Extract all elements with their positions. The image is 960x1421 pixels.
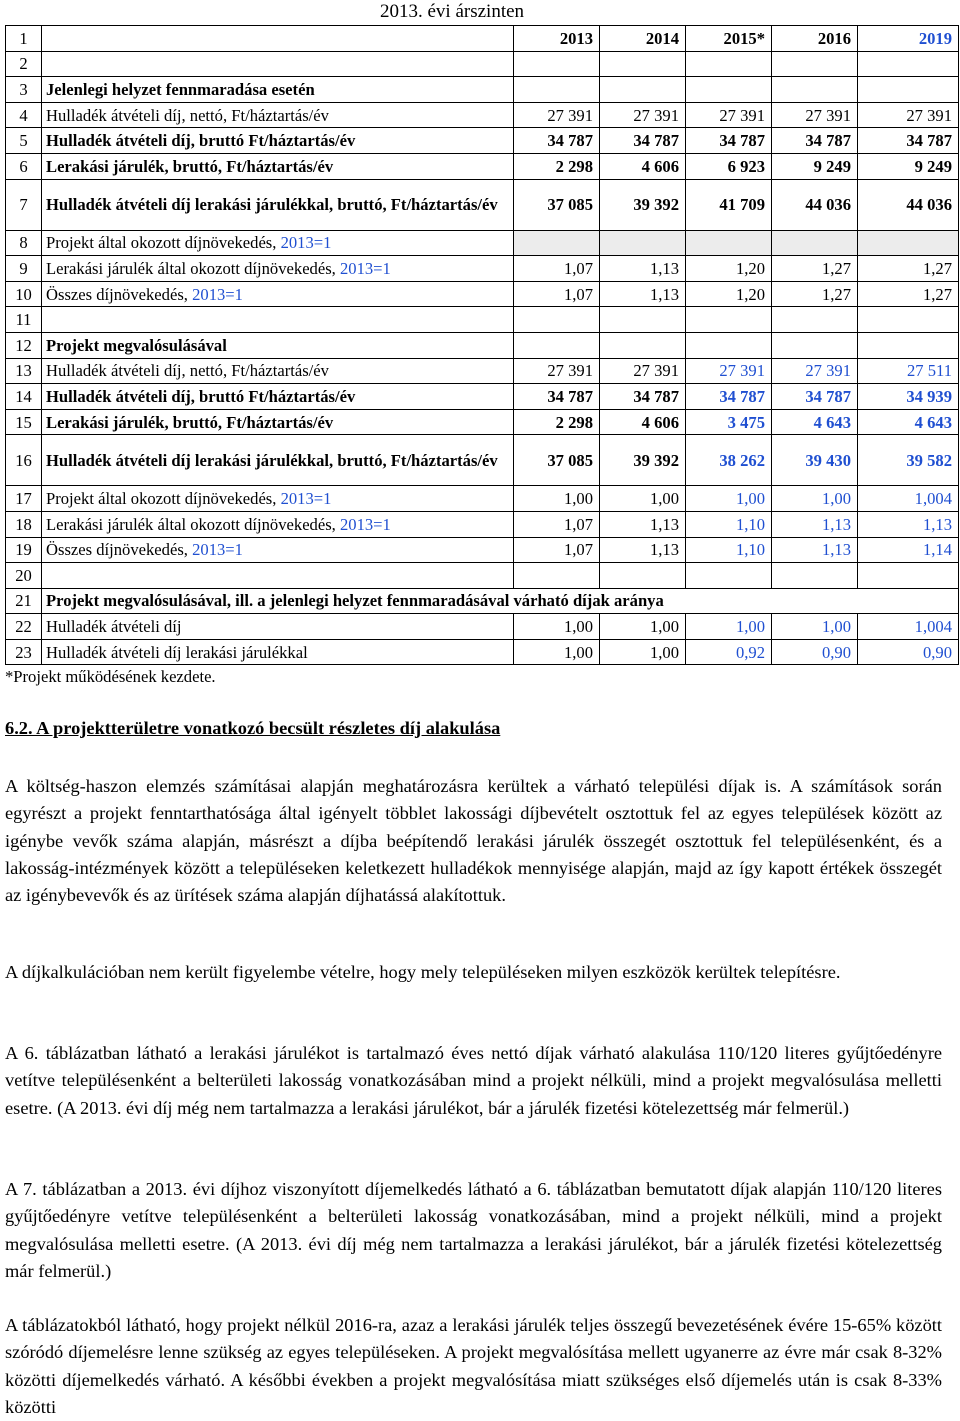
value-cell bbox=[858, 230, 959, 256]
value-cell: 27 391 bbox=[772, 102, 858, 128]
value-cell: 1,00 bbox=[772, 486, 858, 512]
value-cell: 39 392 bbox=[600, 179, 686, 230]
value-cell bbox=[772, 332, 858, 358]
table-row bbox=[6, 102, 959, 128]
value-cell bbox=[686, 230, 772, 256]
row-number: 12 bbox=[6, 332, 42, 358]
row-label-text: Hulladék átvételi díj lerakási járulékkal, bruttó, Ft/háztartás/év bbox=[46, 450, 498, 470]
table-row bbox=[6, 153, 959, 179]
value-cell bbox=[686, 332, 772, 358]
value-cell: 1,14 bbox=[858, 537, 959, 563]
value-cell: 1,07 bbox=[514, 537, 600, 563]
value-cell: 4 643 bbox=[858, 409, 959, 435]
row-number: 3 bbox=[6, 77, 42, 103]
row-label bbox=[42, 435, 514, 486]
value-cell: 1,00 bbox=[772, 614, 858, 640]
value-cell: 34 787 bbox=[600, 384, 686, 410]
value-cell: 1,13 bbox=[772, 511, 858, 537]
value-cell: 34 787 bbox=[514, 384, 600, 410]
value-cell bbox=[514, 563, 600, 589]
row-label bbox=[42, 307, 514, 333]
row-number: 18 bbox=[6, 511, 42, 537]
row-number: 23 bbox=[6, 639, 42, 665]
row-label bbox=[42, 77, 514, 103]
value-cell: 1,27 bbox=[772, 281, 858, 307]
row-label-text: Hulladék átvételi díj lerakási járulékkal bbox=[46, 642, 308, 662]
value-cell: 3 475 bbox=[686, 409, 772, 435]
value-cell bbox=[514, 51, 600, 77]
row-label bbox=[42, 384, 514, 410]
value-cell: 1,13 bbox=[600, 511, 686, 537]
value-cell: 27 391 bbox=[600, 358, 686, 384]
value-cell: 1,004 bbox=[858, 486, 959, 512]
value-cell bbox=[772, 230, 858, 256]
row-label bbox=[42, 256, 514, 282]
value-cell bbox=[600, 230, 686, 256]
value-cell: 34 787 bbox=[686, 384, 772, 410]
value-cell: 34 939 bbox=[858, 384, 959, 410]
table-row bbox=[6, 588, 959, 614]
row-label bbox=[42, 230, 514, 256]
value-cell: 1,00 bbox=[514, 639, 600, 665]
row-number: 20 bbox=[6, 563, 42, 589]
row-number: 2 bbox=[6, 51, 42, 77]
table-row bbox=[6, 358, 959, 384]
row-number: 9 bbox=[6, 256, 42, 282]
row-number: 11 bbox=[6, 307, 42, 333]
row-number: 1 bbox=[6, 26, 42, 52]
table-row bbox=[6, 563, 959, 589]
row-label bbox=[42, 511, 514, 537]
value-cell: 4 606 bbox=[600, 409, 686, 435]
value-cell: 27 511 bbox=[858, 358, 959, 384]
row-label-text: Hulladék átvételi díj, bruttó Ft/háztartás/év bbox=[46, 386, 356, 406]
row-number: 4 bbox=[6, 102, 42, 128]
value-cell: 0,92 bbox=[686, 639, 772, 665]
table-header-row bbox=[6, 26, 959, 52]
value-cell: 44 036 bbox=[858, 179, 959, 230]
value-cell bbox=[600, 563, 686, 589]
value-cell bbox=[600, 307, 686, 333]
value-cell: 39 430 bbox=[772, 435, 858, 486]
row-label-text: Lerakási járulék által okozott díjnövekedés, bbox=[46, 514, 340, 534]
fee-table bbox=[5, 25, 959, 665]
row-label-text: Projekt megvalósulásával bbox=[46, 335, 227, 355]
table-row bbox=[6, 537, 959, 563]
value-cell: 1,13 bbox=[772, 537, 858, 563]
body-paragraph: A 6. táblázatban látható a lerakási járulékot is tartalmazó éves nettó díjak várható alakulása 110/120 literes gyűjtőedényre vetítve településenként a belterületi lakosság vonatkozásában mind a projekt nélküli, mind a projekt megvalósulása melletti esetre. (A 2013. évi díj még nem tartalmazza a lerakási járulékot, bár a járulék fizetési kötelezettség már felmerül.) bbox=[5, 1043, 942, 1118]
value-cell: 6 923 bbox=[686, 153, 772, 179]
value-cell: 1,10 bbox=[686, 537, 772, 563]
row-label bbox=[42, 563, 514, 589]
value-cell bbox=[772, 51, 858, 77]
row-label-text: Hulladék átvételi díj bbox=[46, 617, 182, 637]
value-cell: 34 787 bbox=[686, 128, 772, 154]
body-paragraph: A 7. táblázatban a 2013. évi díjhoz viszonyított díjemelkedés látható a 6. táblázatban bemutatott díjak alapján 110/120 literes gyűjtőedényre vetítve településenként a belterületi lakosság vonatkozásában, mind a projekt nélküli, mind a projekt megvalósulása melletti esetre. (A 2013. évi díj még nem tartalmazza a lerakási járulékot, bár a járulék fizetési kötelezettség már felmerül.) bbox=[5, 1179, 942, 1281]
value-cell: 27 391 bbox=[600, 102, 686, 128]
row-label bbox=[42, 26, 514, 52]
table-row bbox=[6, 384, 959, 410]
row-label bbox=[42, 409, 514, 435]
value-cell: 1,00 bbox=[600, 486, 686, 512]
value-cell bbox=[600, 332, 686, 358]
value-cell: 1,13 bbox=[600, 281, 686, 307]
value-cell bbox=[686, 77, 772, 103]
row-label-text: Lerakási járulék által okozott díjnövekedés, bbox=[46, 258, 340, 278]
row-label-suffix: 2013=1 bbox=[339, 514, 391, 534]
row-label-text: Összes díjnövekedés, bbox=[46, 284, 193, 304]
value-cell: 4 643 bbox=[772, 409, 858, 435]
value-cell: 9 249 bbox=[772, 153, 858, 179]
table-row bbox=[6, 307, 959, 333]
value-cell: 34 787 bbox=[514, 128, 600, 154]
value-cell: 1,004 bbox=[858, 614, 959, 640]
year-header: 2013 bbox=[514, 26, 600, 52]
table-row bbox=[6, 256, 959, 282]
value-cell bbox=[772, 77, 858, 103]
value-cell: 1,27 bbox=[858, 256, 959, 282]
value-cell: 1,00 bbox=[600, 639, 686, 665]
row-label bbox=[42, 102, 514, 128]
value-cell: 4 606 bbox=[600, 153, 686, 179]
table-row bbox=[6, 511, 959, 537]
row-label-text: Projekt által okozott díjnövekedés, bbox=[46, 489, 281, 509]
table-row bbox=[6, 179, 959, 230]
row-label-suffix: 2013=1 bbox=[192, 284, 243, 304]
row-label bbox=[42, 128, 514, 154]
row-number: 22 bbox=[6, 614, 42, 640]
value-cell bbox=[772, 307, 858, 333]
value-cell bbox=[686, 307, 772, 333]
year-header: 2016 bbox=[772, 26, 858, 52]
value-cell: 1,13 bbox=[600, 537, 686, 563]
value-cell: 1,00 bbox=[514, 614, 600, 640]
table-row bbox=[6, 230, 959, 256]
year-header: 2015* bbox=[686, 26, 772, 52]
row-label-text: Hulladék átvételi díj, nettó, Ft/háztartás/év bbox=[46, 105, 329, 125]
table-row bbox=[6, 77, 959, 103]
value-cell: 1,00 bbox=[514, 486, 600, 512]
row-label-text: Lerakási járulék, bruttó, Ft/háztartás/év bbox=[46, 156, 334, 176]
value-cell bbox=[514, 77, 600, 103]
table-row bbox=[6, 409, 959, 435]
row-number: 14 bbox=[6, 384, 42, 410]
row-number: 19 bbox=[6, 537, 42, 563]
row-label-text: Jelenlegi helyzet fennmaradása esetén bbox=[46, 79, 315, 99]
value-cell: 38 262 bbox=[686, 435, 772, 486]
value-cell: 39 392 bbox=[600, 435, 686, 486]
row-label bbox=[42, 588, 959, 614]
row-label-text: Projekt által okozott díjnövekedés, bbox=[46, 233, 281, 253]
row-number: 17 bbox=[6, 486, 42, 512]
value-cell: 41 709 bbox=[686, 179, 772, 230]
value-cell: 0,90 bbox=[858, 639, 959, 665]
value-cell: 27 391 bbox=[686, 358, 772, 384]
value-cell bbox=[772, 563, 858, 589]
value-cell: 1,07 bbox=[514, 281, 600, 307]
value-cell: 34 787 bbox=[858, 128, 959, 154]
row-label-text: Hulladék átvételi díj, bruttó Ft/háztartás/év bbox=[46, 131, 356, 151]
row-label-text: Hulladék átvételi díj lerakási járulékkal, bruttó, Ft/háztartás/év bbox=[46, 195, 498, 215]
value-cell: 27 391 bbox=[686, 102, 772, 128]
body-paragraph: A díjkalkulációban nem került figyelembe vételre, hogy mely településeken milyen eszközök kerültek telepítésre. bbox=[5, 962, 841, 982]
body-paragraph: A költség-haszon elemzés számításai alapján meghatározásra kerültek a várható települési díjak is. A számítások során egyrészt a projekt fenntarthatósága által igényelt többlet lakossági díjbevételt osztottuk fel az egyes települések között az igénybe vevők száma alapján, másrészt a díjba beépítendő lerakási járulék összegét osztottuk fel településenként, és a lakosság-intézmények között a településeken keletkezett hulladékok mennyisége alapján, majd az így kapott értékek összegét az igénybevevők és az ürítések száma alapján díjhatássá alakítottuk. bbox=[5, 776, 942, 906]
value-cell: 1,13 bbox=[600, 256, 686, 282]
footnote: *Projekt működésének kezdete. bbox=[5, 667, 216, 686]
value-cell bbox=[514, 307, 600, 333]
value-cell: 27 391 bbox=[858, 102, 959, 128]
value-cell bbox=[858, 307, 959, 333]
value-cell bbox=[514, 332, 600, 358]
value-cell bbox=[858, 332, 959, 358]
value-cell: 1,27 bbox=[772, 256, 858, 282]
value-cell: 2 298 bbox=[514, 409, 600, 435]
value-cell: 1,00 bbox=[686, 486, 772, 512]
row-label-text: Összes díjnövekedés, bbox=[46, 540, 193, 560]
table-row bbox=[6, 435, 959, 486]
value-cell: 1,20 bbox=[686, 281, 772, 307]
value-cell: 39 582 bbox=[858, 435, 959, 486]
value-cell: 1,07 bbox=[514, 511, 600, 537]
row-number: 16 bbox=[6, 435, 42, 486]
row-number: 21 bbox=[6, 588, 42, 614]
body-paragraph: A táblázatokból látható, hogy projekt nélkül 2016-ra, azaz a lerakási járulék teljes összegű bevezetésének évére 15-65% között szóródó díjemelésre lenne szükség az egyes településeken. A projekt megvalósítása mellett ugyanerre az évre már csak 8-32% közötti díjemelkedés várható. A későbbi években a projekt megvalósítása miatt szükséges első díjemelés után is csak 8-33% közötti bbox=[5, 1315, 942, 1417]
value-cell: 37 085 bbox=[514, 435, 600, 486]
value-cell bbox=[600, 51, 686, 77]
value-cell: 37 085 bbox=[514, 179, 600, 230]
value-cell: 27 391 bbox=[514, 102, 600, 128]
value-cell: 0,90 bbox=[772, 639, 858, 665]
row-label-text: Hulladék átvételi díj, nettó, Ft/háztartás/év bbox=[46, 361, 329, 381]
row-number: 13 bbox=[6, 358, 42, 384]
table-row bbox=[6, 639, 959, 665]
row-label bbox=[42, 332, 514, 358]
row-label-suffix: 2013=1 bbox=[192, 540, 243, 560]
value-cell: 1,00 bbox=[600, 614, 686, 640]
value-cell: 1,27 bbox=[858, 281, 959, 307]
row-number: 15 bbox=[6, 409, 42, 435]
value-cell: 1,07 bbox=[514, 256, 600, 282]
value-cell bbox=[514, 230, 600, 256]
row-label-suffix: 2013=1 bbox=[339, 258, 391, 278]
value-cell bbox=[858, 77, 959, 103]
row-label-suffix: 2013=1 bbox=[280, 233, 332, 253]
row-label-suffix: 2013=1 bbox=[280, 489, 332, 509]
value-cell: 1,00 bbox=[686, 614, 772, 640]
row-number: 10 bbox=[6, 281, 42, 307]
value-cell: 34 787 bbox=[772, 128, 858, 154]
year-header: 2019 bbox=[858, 26, 959, 52]
row-label bbox=[42, 614, 514, 640]
row-label-text: Projekt megvalósulásával, ill. a jelenlegi helyzet fennmaradásával várható díjak aránya bbox=[46, 591, 664, 611]
table-row bbox=[6, 614, 959, 640]
table-row bbox=[6, 486, 959, 512]
section-heading: 6.2. A projektterületre vonatkozó becsült részletes díj alakulása bbox=[5, 718, 501, 738]
row-number: 8 bbox=[6, 230, 42, 256]
value-cell: 34 787 bbox=[772, 384, 858, 410]
table-row bbox=[6, 281, 959, 307]
table-title: 2013. évi árszinten bbox=[380, 1, 525, 22]
row-label bbox=[42, 537, 514, 563]
table-row bbox=[6, 128, 959, 154]
year-header: 2014 bbox=[600, 26, 686, 52]
value-cell: 27 391 bbox=[772, 358, 858, 384]
row-label bbox=[42, 639, 514, 665]
row-label bbox=[42, 153, 514, 179]
value-cell: 2 298 bbox=[514, 153, 600, 179]
value-cell bbox=[600, 77, 686, 103]
table-row bbox=[6, 332, 959, 358]
value-cell: 27 391 bbox=[514, 358, 600, 384]
value-cell: 1,10 bbox=[686, 511, 772, 537]
row-label bbox=[42, 358, 514, 384]
value-cell: 9 249 bbox=[858, 153, 959, 179]
row-label bbox=[42, 486, 514, 512]
table-row bbox=[6, 51, 959, 77]
value-cell: 34 787 bbox=[600, 128, 686, 154]
row-number: 7 bbox=[6, 179, 42, 230]
value-cell bbox=[858, 563, 959, 589]
value-cell: 44 036 bbox=[772, 179, 858, 230]
row-label bbox=[42, 281, 514, 307]
value-cell bbox=[686, 563, 772, 589]
row-number: 6 bbox=[6, 153, 42, 179]
row-label bbox=[42, 179, 514, 230]
value-cell: 1,13 bbox=[858, 511, 959, 537]
value-cell bbox=[858, 51, 959, 77]
value-cell bbox=[686, 51, 772, 77]
row-number: 5 bbox=[6, 128, 42, 154]
row-label-text: Lerakási járulék, bruttó, Ft/háztartás/év bbox=[46, 412, 334, 432]
value-cell: 1,20 bbox=[686, 256, 772, 282]
row-label bbox=[42, 51, 514, 77]
